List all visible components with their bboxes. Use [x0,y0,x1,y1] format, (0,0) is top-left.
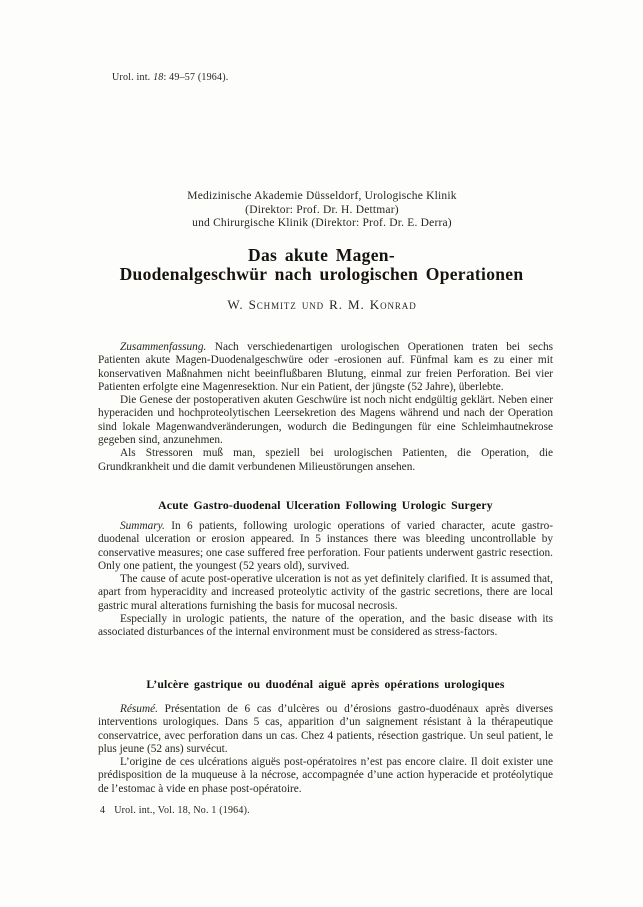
abstract-french-paragraph-1-text: Présentation de 6 cas d’ulcères ou d’érosions gastro-duodénaux après diverses interventions urologiques. Dans 5 cas, apparition d’un saignement résistant à la thérapeutique conservatrice, avec perforation dans un cas. Chez 4 patients, résection gastrique. Un seul patient, le plus jeune (52 ans) survécut. [98,703,554,755]
article-title [66,246,577,284]
footer-journal-citation: Urol. int., Vol. 18, No. 1 (1964). [114,805,250,816]
french-abstract-heading: L’ulcère gastrique ou duodénal aiguë après opérations urologiques [146,678,505,691]
abstract-english-paragraph-3: Especially in urologic patients, the nature of the operation, and the basic disease with its associated disturbances of the internal environment must be considered as stress-factors. [98,613,553,639]
journal-volume: 18 [153,72,164,83]
abstract-german-paragraph-3: Als Stressoren muß man, speziell bei urologischen Patienten, die Operation, die Grundkrankheit und die damit verbundenen Milieustörungen ansehen. [98,447,553,473]
abstract-english-paragraph-1 [98,520,553,573]
article-title-line-1: Das akute Magen- [248,245,395,265]
footer-line [100,805,250,816]
affiliation-line-1: Medizinische Akademie Düsseldorf, Urologische Klinik [187,190,457,202]
abstract-german-label: Zusammenfassung. [120,341,207,353]
abstract-english [98,520,553,640]
journal-reference [112,72,228,83]
abstract-english-label: Summary. [120,520,165,532]
abstract-german [98,341,553,474]
article-title-line-2: Duodenalgeschwür nach urologischen Operationen [119,264,524,284]
abstract-french-label: Résumé. [120,703,158,715]
authors-line: W. Schmitz und R. M. Konrad [227,297,417,312]
affiliation-line-2: (Direktor: Prof. Dr. H. Dettmar) [245,203,399,216]
footer-signature-number: 4 [100,805,106,816]
journal-pages: : 49–57 (1964). [163,72,229,83]
abstract-french-paragraph-1 [98,703,553,756]
english-abstract-heading: Acute Gastro-duodenal Ulceration Following Urologic Surgery [158,499,493,512]
abstract-german-paragraph-1 [98,341,553,394]
journal-name: Urol. int. [112,72,154,83]
abstract-english-paragraph-2: The cause of acute post-operative ulceration is not as yet definitely clarified. It is assumed that, apart from hyperacidity and increased proteolytic activity of the gastric secretions, there are local gastric mural alterations furnishing the basis for mucosal necrosis. [98,573,553,612]
abstract-french-paragraph-2: L’origine de ces ulcérations aiguës post-opératoires n’est pas encore claire. Il doit exister une prédisposition de la muqueuse à la nécrose, accompagnée d’une action hyperacide et protéolytique de l’estomac à vide en phase post-opératoire. [98,756,553,795]
abstract-german-paragraph-2: Die Genese der postoperativen akuten Geschwüre ist noch nicht endgültig geklärt. Neben einer hyperaciden und hochproteolytischen Leersekretion des Magens während und nach der Operation sind lokale Magenwandveränderungen, wodurch die Bedingungen für eine Schleimhautnekrose gegeben sind, anzunehmen. [98,394,553,447]
affiliation-block [92,190,552,231]
abstract-english-paragraph-1-text: In 6 patients, following urologic operations of varied character, acute gastro-duodenal ulceration or erosion appeared. In 5 instances there was bleeding uncontrollable by conservative measures; one case suffered free perforation. Four patients underwent gastric resection. Only one patient, the youngest (52 years old), survived. [98,520,553,572]
abstract-german-paragraph-1-text: Nach verschiedenartigen urologischen Operationen traten bei sechs Patienten akute Magen-Duodenalgeschwüre oder -erosionen auf. Fünfmal kam es zu einer mit konservativen Maßnahmen nicht beeinflußbaren Blutung, einmal zur freien Perforation. Bei vier Patienten erfolgte eine Magenresektion. Nur ein Patient, der jüngste (52 Jahre), überlebte. [98,341,553,393]
abstract-french [98,703,553,796]
affiliation-line-3: und Chirurgische Klinik (Direktor: Prof. Dr. E. Derra) [192,217,452,229]
